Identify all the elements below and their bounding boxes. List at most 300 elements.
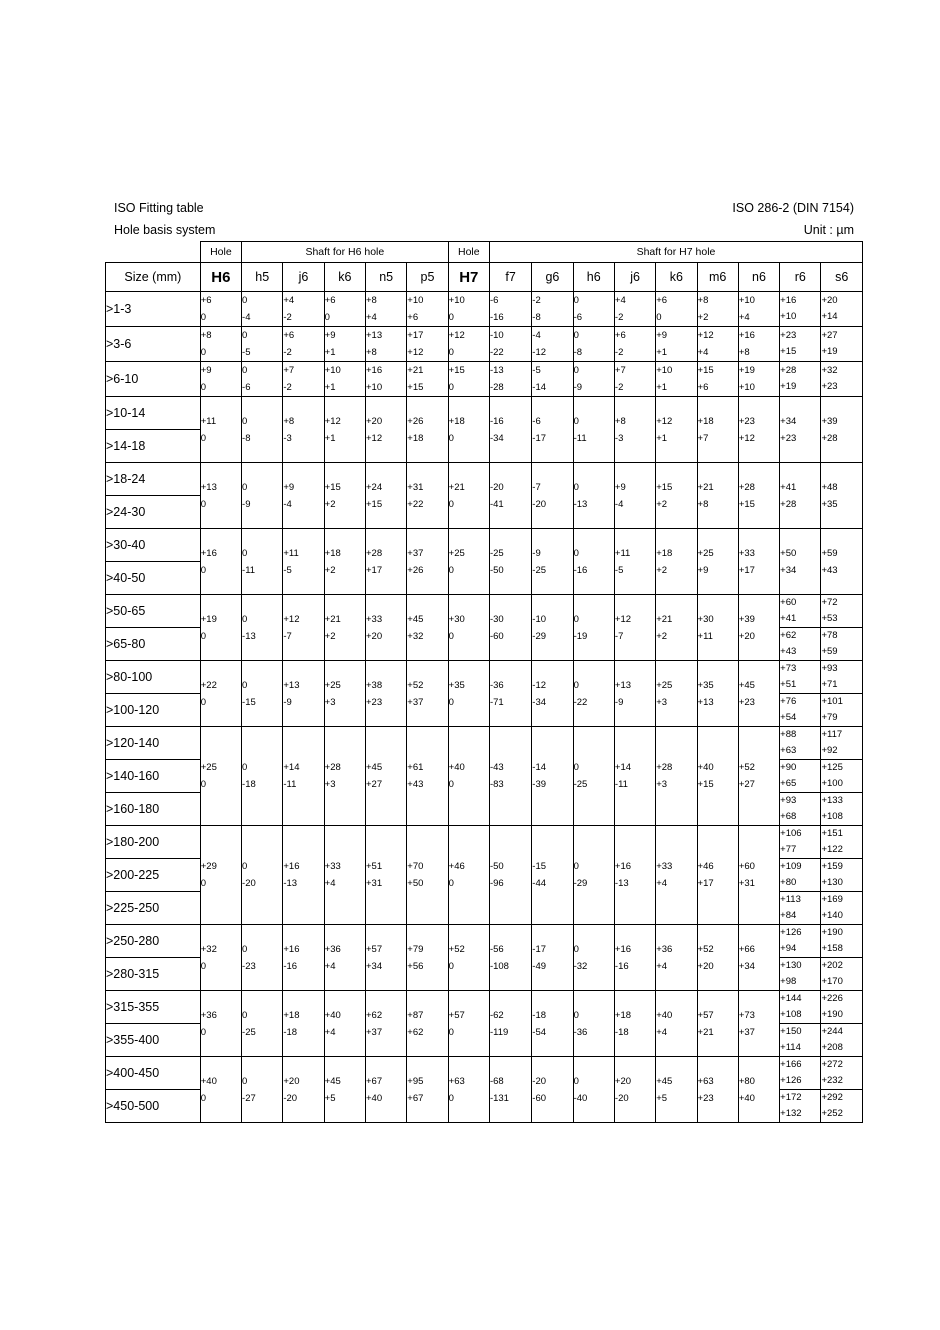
- tolerance-cell: [200, 991, 241, 1057]
- table-row: [106, 463, 863, 496]
- tolerance-cell: [324, 661, 365, 727]
- tolerance-cell: [200, 826, 241, 925]
- upper-deviation: +25: [324, 679, 341, 691]
- tolerance-cell: [489, 362, 531, 397]
- lower-deviation: +22: [407, 498, 424, 510]
- upper-deviation: +63: [448, 1075, 465, 1087]
- tolerance-cell-s6: [821, 463, 863, 529]
- upper-deviation: +15: [448, 365, 465, 376]
- lower-deviation: +2: [324, 564, 336, 576]
- size-cell: >14-18: [106, 430, 201, 463]
- lower-deviation: +98: [780, 976, 797, 987]
- tolerance-cell: [448, 362, 489, 397]
- upper-deviation: +16: [365, 365, 383, 376]
- upper-deviation: +20: [821, 295, 838, 306]
- tolerance-cell: [532, 362, 573, 397]
- upper-deviation: 0: [242, 415, 248, 427]
- tolerance-cell: [697, 925, 738, 991]
- lower-deviation: -131: [489, 1092, 509, 1104]
- upper-deviation: +28: [324, 762, 341, 773]
- tolerance-cell: [200, 529, 241, 595]
- tolerance-cell: [365, 661, 406, 727]
- lower-deviation: +9: [697, 564, 709, 576]
- lower-deviation: +4: [324, 1026, 336, 1038]
- upper-deviation: +202: [821, 960, 843, 971]
- lower-deviation: -11: [283, 779, 297, 790]
- column-header-15: s6: [821, 263, 863, 292]
- lower-deviation: -25: [573, 779, 588, 790]
- tolerance-cell-r6: [780, 958, 821, 991]
- lower-deviation: +26: [407, 564, 424, 576]
- upper-deviation: +50: [780, 547, 797, 559]
- tolerance-cell-s6: [821, 595, 863, 628]
- upper-deviation: +9: [324, 330, 336, 341]
- tolerance-cell: [242, 292, 283, 327]
- table-row: [106, 727, 863, 760]
- lower-deviation: -44: [532, 878, 547, 889]
- lower-deviation: 0: [448, 312, 454, 323]
- size-cell: >180-200: [106, 826, 201, 859]
- upper-deviation: -36: [489, 679, 504, 691]
- lower-deviation: 0: [200, 347, 207, 358]
- upper-deviation: +21: [448, 481, 465, 493]
- lower-deviation: -16: [614, 960, 629, 972]
- lower-deviation: 0: [324, 312, 330, 323]
- upper-deviation: +21: [697, 481, 714, 493]
- upper-deviation: -13: [489, 365, 504, 376]
- column-header-11: k6: [656, 263, 697, 292]
- upper-deviation: -25: [489, 547, 504, 559]
- upper-deviation: +16: [200, 547, 217, 559]
- upper-deviation: +57: [365, 943, 383, 955]
- upper-deviation: 0: [573, 330, 579, 341]
- tolerance-cell-s6: [821, 661, 863, 694]
- lower-deviation: +43: [780, 646, 797, 657]
- upper-deviation: 0: [242, 330, 248, 341]
- table-row: [106, 595, 863, 628]
- tolerance-cell: [324, 925, 365, 991]
- lower-deviation: +31: [365, 878, 383, 889]
- upper-deviation: +21: [324, 613, 341, 625]
- tolerance-cell: [573, 661, 614, 727]
- tolerance-cell: [532, 397, 573, 463]
- upper-deviation: +79: [407, 943, 424, 955]
- lower-deviation: -50: [489, 564, 504, 576]
- lower-deviation: +41: [780, 613, 797, 624]
- column-header-2: j6: [283, 263, 324, 292]
- tolerance-cell: [489, 463, 531, 529]
- tolerance-cell: [738, 826, 779, 925]
- tolerance-cell: [738, 727, 779, 826]
- iso-fitting-table: [105, 241, 863, 1123]
- lower-deviation: +56: [407, 960, 424, 972]
- lower-deviation: -18: [242, 779, 256, 790]
- lower-deviation: 0: [200, 960, 207, 972]
- tolerance-cell: [283, 661, 324, 727]
- tolerance-cell: [532, 1057, 573, 1123]
- upper-deviation: +172: [780, 1092, 802, 1103]
- upper-deviation: +16: [283, 861, 300, 872]
- tolerance-cell: [407, 991, 448, 1057]
- tolerance-cell: [656, 727, 697, 826]
- lower-deviation: -25: [242, 1026, 256, 1038]
- tolerance-cell: [614, 925, 655, 991]
- lower-deviation: +15: [697, 779, 714, 790]
- upper-deviation: +63: [697, 1075, 714, 1087]
- tolerance-cell: [614, 727, 655, 826]
- size-cell: >315-355: [106, 991, 201, 1024]
- lower-deviation: +108: [821, 811, 843, 822]
- upper-deviation: +12: [656, 415, 673, 427]
- upper-deviation: -17: [532, 943, 547, 955]
- upper-deviation: +19: [200, 613, 217, 625]
- upper-deviation: +13: [614, 679, 632, 691]
- upper-deviation: +36: [656, 943, 673, 955]
- tolerance-cell-r6: [780, 463, 821, 529]
- lower-deviation: -34: [489, 432, 504, 444]
- lower-deviation: +94: [780, 943, 797, 954]
- upper-deviation: +52: [697, 943, 714, 955]
- tolerance-cell-r6: [780, 859, 821, 892]
- lower-deviation: -8: [242, 432, 251, 444]
- tolerance-cell: [324, 292, 365, 327]
- lower-deviation: +3: [324, 779, 336, 790]
- upper-deviation: +7: [283, 365, 295, 376]
- lower-deviation: 0: [200, 382, 207, 393]
- upper-deviation: +10: [324, 365, 341, 376]
- lower-deviation: +3: [656, 779, 668, 790]
- size-cell: >80-100: [106, 661, 201, 694]
- lower-deviation: +2: [656, 564, 668, 576]
- tolerance-cell: [656, 327, 697, 362]
- upper-deviation: +28: [738, 481, 755, 493]
- tolerance-cell: [407, 292, 448, 327]
- lower-deviation: +3: [656, 696, 668, 708]
- lower-deviation: +7: [697, 432, 709, 444]
- size-header: Size (mm): [106, 263, 201, 292]
- size-cell: >40-50: [106, 562, 201, 595]
- lower-deviation: +108: [780, 1009, 802, 1020]
- upper-deviation: +226: [821, 993, 843, 1004]
- lower-deviation: +20: [738, 630, 755, 642]
- tolerance-cell: [614, 826, 655, 925]
- upper-deviation: +14: [614, 762, 632, 773]
- lower-deviation: -5: [242, 347, 251, 358]
- lower-deviation: -18: [283, 1026, 298, 1038]
- upper-deviation: +26: [407, 415, 424, 427]
- upper-deviation: +93: [821, 663, 838, 674]
- lower-deviation: +37: [365, 1026, 383, 1038]
- tolerance-cell: [532, 463, 573, 529]
- lower-deviation: +100: [821, 778, 843, 789]
- upper-deviation: -16: [489, 415, 504, 427]
- column-header-9: h6: [573, 263, 614, 292]
- tolerance-cell: [448, 397, 489, 463]
- upper-deviation: +32: [200, 943, 217, 955]
- upper-deviation: 0: [242, 1075, 248, 1087]
- lower-deviation: -4: [283, 498, 292, 510]
- upper-deviation: +190: [821, 927, 843, 938]
- upper-deviation: +73: [780, 663, 797, 674]
- upper-deviation: +9: [614, 481, 626, 493]
- tolerance-cell: [242, 327, 283, 362]
- tolerance-cell: [738, 925, 779, 991]
- lower-deviation: +114: [780, 1042, 801, 1053]
- upper-deviation: +41: [780, 481, 797, 493]
- tolerance-cell: [614, 463, 655, 529]
- upper-deviation: 0: [242, 295, 248, 306]
- size-cell: >50-65: [106, 595, 201, 628]
- upper-deviation: +272: [821, 1059, 843, 1070]
- upper-deviation: +35: [697, 679, 714, 691]
- upper-deviation: +35: [448, 679, 465, 691]
- upper-deviation: +25: [448, 547, 465, 559]
- upper-deviation: +18: [283, 1009, 300, 1021]
- size-cell: >280-315: [106, 958, 201, 991]
- tolerance-cell: [532, 826, 573, 925]
- tolerance-cell: [697, 327, 738, 362]
- upper-deviation: +88: [780, 729, 797, 740]
- tolerance-cell-s6: [821, 859, 863, 892]
- upper-deviation: +72: [821, 597, 838, 608]
- lower-deviation: +5: [324, 1092, 336, 1104]
- tolerance-cell: [324, 362, 365, 397]
- upper-deviation: +27: [821, 330, 838, 341]
- upper-deviation: +25: [697, 547, 714, 559]
- lower-deviation: +11: [697, 630, 713, 642]
- lower-deviation: +28: [780, 498, 797, 510]
- tolerance-cell: [242, 661, 283, 727]
- lower-deviation: +1: [656, 432, 668, 444]
- tolerance-cell: [489, 991, 531, 1057]
- column-header-4: n5: [365, 263, 406, 292]
- tolerance-cell: [656, 397, 697, 463]
- upper-deviation: +12: [283, 613, 300, 625]
- tolerance-cell: [614, 529, 655, 595]
- lower-deviation: -13: [614, 878, 629, 889]
- lower-deviation: -28: [489, 382, 504, 393]
- size-cell: >200-225: [106, 859, 201, 892]
- upper-deviation: +20: [283, 1075, 300, 1087]
- lower-deviation: 0: [200, 498, 207, 510]
- tolerance-cell: [200, 925, 241, 991]
- size-cell: >65-80: [106, 628, 201, 661]
- upper-deviation: +13: [200, 481, 217, 493]
- tolerance-cell: [573, 327, 614, 362]
- upper-deviation: 0: [242, 547, 248, 559]
- upper-deviation: 0: [242, 943, 248, 955]
- size-cell: >225-250: [106, 892, 201, 925]
- upper-deviation: +80: [738, 1075, 755, 1087]
- upper-deviation: +16: [614, 943, 632, 955]
- upper-deviation: +12: [614, 613, 632, 625]
- tolerance-cell: [489, 292, 531, 327]
- upper-deviation: +10: [738, 295, 755, 306]
- upper-deviation: +52: [407, 679, 424, 691]
- tolerance-cell: [200, 397, 241, 463]
- upper-deviation: +45: [407, 613, 424, 625]
- lower-deviation: +158: [821, 943, 843, 954]
- tolerance-cell-s6: [821, 529, 863, 595]
- lower-deviation: -54: [532, 1026, 547, 1038]
- lower-deviation: -11: [573, 432, 587, 444]
- tolerance-cell: [283, 362, 324, 397]
- tolerance-cell-r6: [780, 362, 821, 397]
- lower-deviation: 0: [448, 564, 454, 576]
- lower-deviation: 0: [656, 312, 662, 323]
- lower-deviation: -13: [573, 498, 588, 510]
- column-header-10: j6: [614, 263, 655, 292]
- tolerance-cell: [614, 292, 655, 327]
- tolerance-cell: [697, 826, 738, 925]
- tolerance-cell: [324, 463, 365, 529]
- lower-deviation: +31: [738, 878, 755, 889]
- lower-deviation: +4: [697, 347, 709, 358]
- upper-deviation: +125: [821, 762, 843, 773]
- lower-deviation: -13: [283, 878, 298, 889]
- lower-deviation: +4: [324, 878, 336, 889]
- tolerance-cell: [697, 362, 738, 397]
- lower-deviation: 0: [448, 432, 454, 444]
- upper-deviation: 0: [242, 613, 248, 625]
- table-row: [106, 925, 863, 958]
- tolerance-cell: [448, 925, 489, 991]
- upper-deviation: -5: [532, 365, 541, 376]
- lower-deviation: +15: [780, 346, 797, 357]
- lower-deviation: +130: [821, 877, 843, 888]
- lower-deviation: -16: [489, 312, 504, 323]
- tolerance-cell: [532, 991, 573, 1057]
- upper-deviation: +52: [738, 762, 755, 773]
- tolerance-cell-s6: [821, 397, 863, 463]
- lower-deviation: 0: [448, 630, 454, 642]
- tolerance-cell-r6: [780, 327, 821, 362]
- upper-deviation: +40: [200, 1075, 217, 1087]
- upper-deviation: +45: [324, 1075, 341, 1087]
- tolerance-cell: [656, 529, 697, 595]
- tolerance-cell: [573, 826, 614, 925]
- column-header-13: n6: [738, 263, 779, 292]
- tolerance-cell: [407, 595, 448, 661]
- lower-deviation: +12: [365, 432, 383, 444]
- size-cell: >6-10: [106, 362, 201, 397]
- lower-deviation: +5: [656, 1092, 668, 1104]
- upper-deviation: +10: [407, 295, 424, 306]
- lower-deviation: +53: [821, 613, 838, 624]
- tolerance-cell: [324, 1057, 365, 1123]
- upper-deviation: -43: [489, 762, 504, 773]
- upper-deviation: +12: [697, 330, 714, 341]
- column-header-5: p5: [407, 263, 448, 292]
- column-header-14: r6: [780, 263, 821, 292]
- lower-deviation: +13: [697, 696, 714, 708]
- upper-deviation: +37: [407, 547, 424, 559]
- lower-deviation: +1: [324, 347, 336, 358]
- tolerance-cell: [242, 397, 283, 463]
- lower-deviation: -34: [532, 696, 547, 708]
- lower-deviation: +12: [738, 432, 755, 444]
- upper-deviation: 0: [573, 295, 579, 306]
- upper-deviation: +21: [407, 365, 424, 376]
- upper-deviation: +20: [614, 1075, 632, 1087]
- lower-deviation: 0: [448, 960, 454, 972]
- lower-deviation: -29: [532, 630, 547, 642]
- upper-deviation: +15: [656, 481, 673, 493]
- tolerance-cell: [242, 727, 283, 826]
- lower-deviation: +40: [738, 1092, 755, 1104]
- system-label: Hole basis system: [114, 223, 216, 237]
- tolerance-cell: [365, 727, 406, 826]
- lower-deviation: -29: [573, 878, 588, 889]
- tolerance-cell: [697, 595, 738, 661]
- upper-deviation: +57: [448, 1009, 465, 1021]
- tolerance-cell: [573, 463, 614, 529]
- lower-deviation: +37: [738, 1026, 755, 1038]
- tolerance-cell: [532, 925, 573, 991]
- lower-deviation: -36: [573, 1026, 588, 1038]
- tolerance-cell: [365, 595, 406, 661]
- tolerance-cell: [242, 1057, 283, 1123]
- upper-deviation: +13: [283, 679, 300, 691]
- lower-deviation: -20: [614, 1092, 629, 1104]
- tolerance-cell: [573, 397, 614, 463]
- lower-deviation: +54: [780, 712, 797, 723]
- tolerance-cell: [283, 292, 324, 327]
- upper-deviation: +52: [448, 943, 465, 955]
- table-row: [106, 826, 863, 859]
- upper-deviation: +20: [365, 415, 383, 427]
- upper-deviation: +40: [656, 1009, 673, 1021]
- upper-deviation: +39: [821, 415, 838, 427]
- tolerance-cell-s6: [821, 793, 863, 826]
- tolerance-cell: [448, 595, 489, 661]
- upper-deviation: +45: [656, 1075, 673, 1087]
- lower-deviation: -17: [532, 432, 547, 444]
- lower-deviation: +252: [821, 1108, 843, 1119]
- upper-deviation: +16: [738, 330, 755, 341]
- tolerance-cell: [407, 397, 448, 463]
- tolerance-cell: [656, 925, 697, 991]
- upper-deviation: +25: [200, 762, 217, 773]
- tolerance-cell: [448, 1057, 489, 1123]
- upper-deviation: -18: [532, 1009, 547, 1021]
- lower-deviation: +77: [780, 844, 797, 855]
- table-row: [106, 292, 863, 327]
- tolerance-cell: [489, 1057, 531, 1123]
- tolerance-cell: [532, 529, 573, 595]
- upper-deviation: +45: [365, 762, 383, 773]
- upper-deviation: +15: [324, 481, 341, 493]
- lower-deviation: 0: [448, 498, 454, 510]
- lower-deviation: -2: [614, 312, 624, 323]
- upper-deviation: +24: [365, 481, 383, 493]
- upper-deviation: -50: [489, 861, 504, 872]
- tolerance-cell: [532, 595, 573, 661]
- lower-deviation: +23: [780, 432, 797, 444]
- group-hole-h7: Hole: [448, 242, 489, 263]
- upper-deviation: -10: [489, 330, 504, 341]
- size-cell: >355-400: [106, 1024, 201, 1057]
- upper-deviation: -6: [532, 415, 541, 427]
- lower-deviation: 0: [448, 1092, 454, 1104]
- upper-deviation: +150: [780, 1026, 802, 1037]
- upper-deviation: 0: [242, 1009, 248, 1021]
- lower-deviation: -9: [573, 382, 583, 393]
- upper-deviation: -6: [489, 295, 499, 306]
- lower-deviation: +27: [738, 779, 755, 790]
- upper-deviation: +151: [821, 828, 843, 839]
- upper-deviation: +16: [614, 861, 632, 872]
